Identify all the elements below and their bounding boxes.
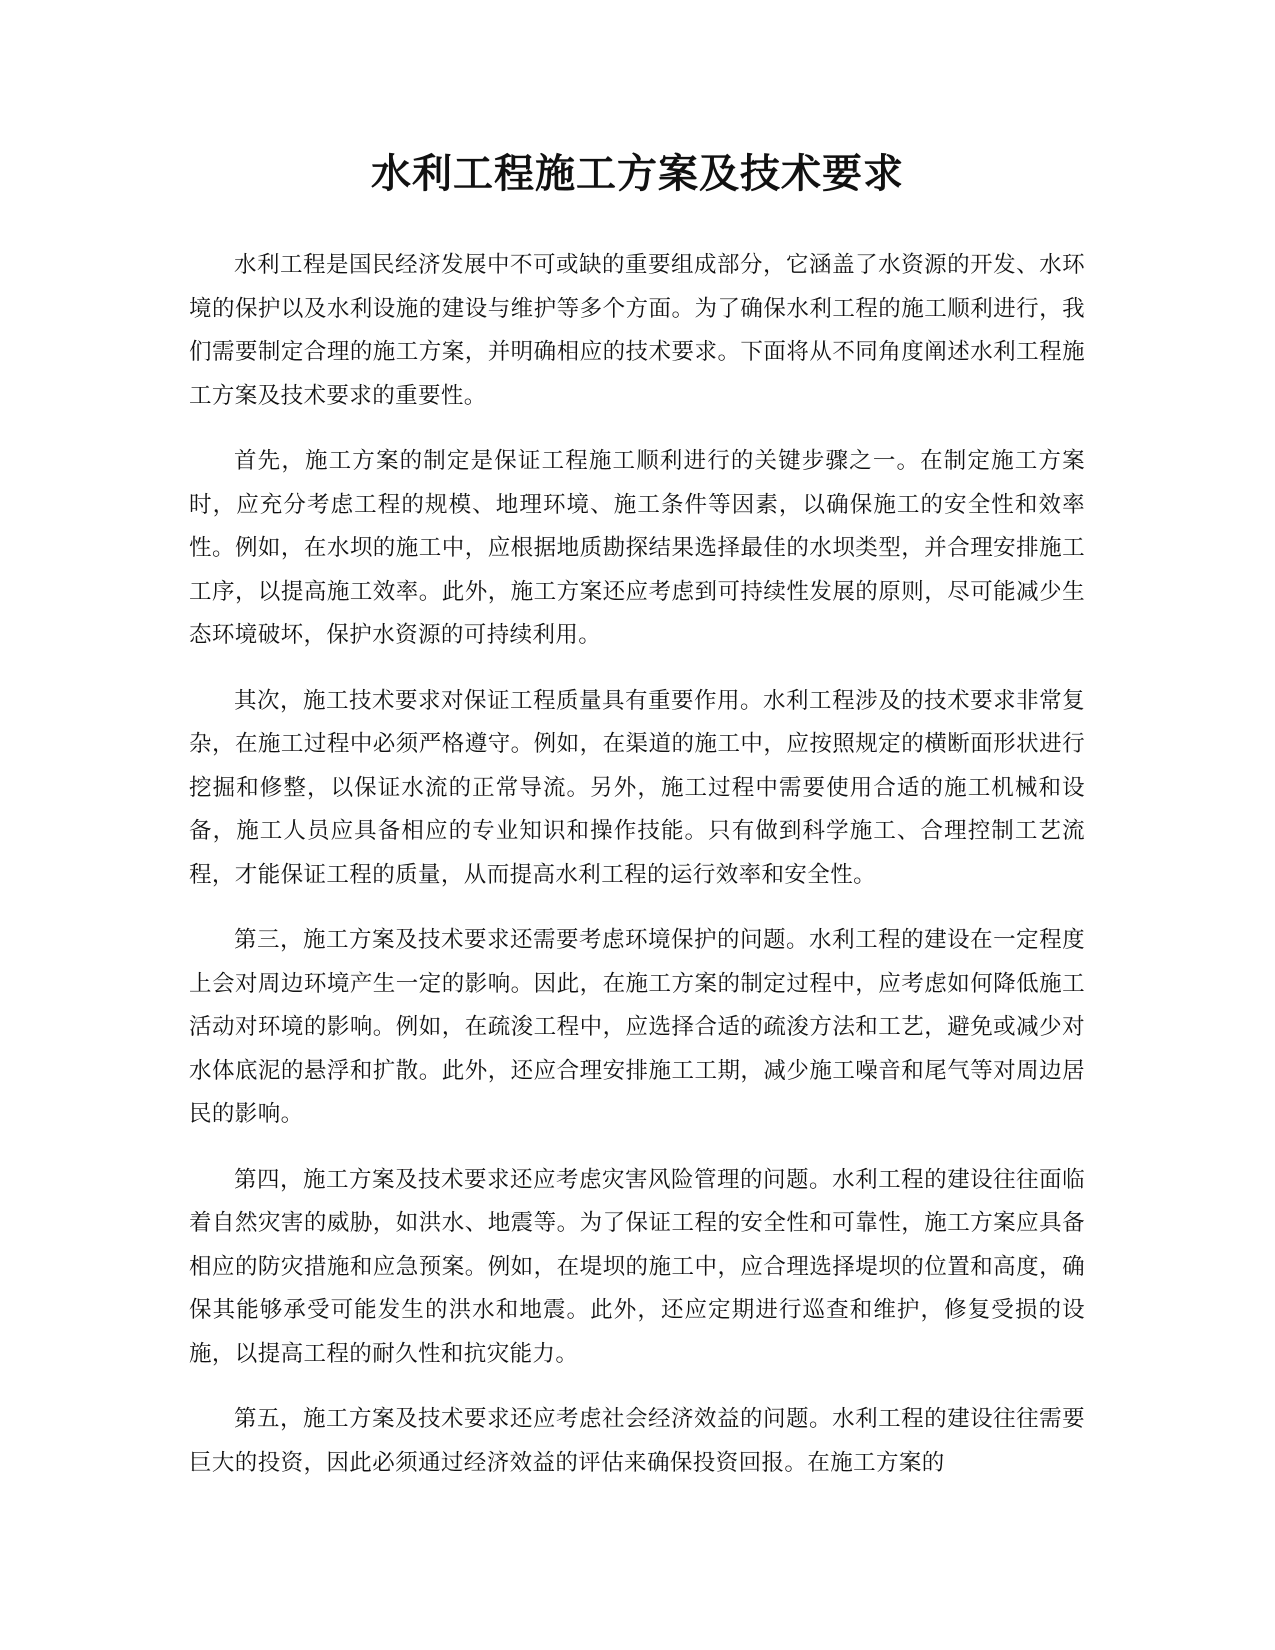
- paragraph-intro: 水利工程是国民经济发展中不可或缺的重要组成部分，它涵盖了水资源的开发、水环境的保护以及水利设施的建设与维护等多个方面。为了确保水利工程的施工顺利进行，我们需要制定合理的施工方案，并明确相应的技术要求。下面将从不同角度阐述水利工程施工方案及技术要求的重要性。: [189, 252, 1085, 409]
- paragraph-fifth: 第五，施工方案及技术要求还应考虑社会经济效益的问题。水利工程的建设往往需要巨大的投资，因此必须通过经济效益的评估来确保投资回报。在施工方案的: [189, 1406, 1085, 1476]
- document-body: [189, 244, 1085, 1507]
- paragraph-fourth: 第四，施工方案及技术要求还应考虑灾害风险管理的问题。水利工程的建设往往面临着自然灾害的威胁，如洪水、地震等。为了保证工程的安全性和可靠性，施工方案应具备相应的防灾措施和应急预案。例如，在堤坝的施工中，应合理选择堤坝的位置和高度，确保其能够承受可能发生的洪水和地震。此外，还应定期进行巡查和维护，修复受损的设施，以提高工程的耐久性和抗灾能力。: [189, 1166, 1085, 1367]
- paragraph-third: 第三，施工方案及技术要求还需要考虑环境保护的问题。水利工程的建设在一定程度上会对周边环境产生一定的影响。因此，在施工方案的制定过程中，应考虑如何降低施工活动对环境的影响。例如，在疏浚工程中，应选择合适的疏浚方法和工艺，避免或减少对水体底泥的悬浮和扩散。此外，还应合理安排施工工期，减少施工噪音和尾气等对周边居民的影响。: [189, 927, 1085, 1127]
- document-title: 水利工程施工方案及技术要求: [371, 151, 904, 197]
- paragraph-first: 首先，施工方案的制定是保证工程施工顺利进行的关键步骤之一。在制定施工方案时，应充分考虑工程的规模、地理环境、施工条件等因素，以确保施工的安全性和效率性。例如，在水坝的施工中，应根据地质勘探结果选择最佳的水坝类型，并合理安排施工工序，以提高施工效率。此外，施工方案还应考虑到可持续性发展的原则，尽可能减少生态环境破坏，保护水资源的可持续利用。: [189, 448, 1085, 648]
- paragraph-second: 其次，施工技术要求对保证工程质量具有重要作用。水利工程涉及的技术要求非常复杂，在施工过程中必须严格遵守。例如，在渠道的施工中，应按照规定的横断面形状进行挖掘和修整，以保证水流的正常导流。另外，施工过程中需要使用合适的施工机械和设备，施工人员应具备相应的专业知识和操作技能。只有做到科学施工、合理控制工艺流程，才能保证工程的质量，从而提高水利工程的运行效率和安全性。: [189, 687, 1085, 888]
